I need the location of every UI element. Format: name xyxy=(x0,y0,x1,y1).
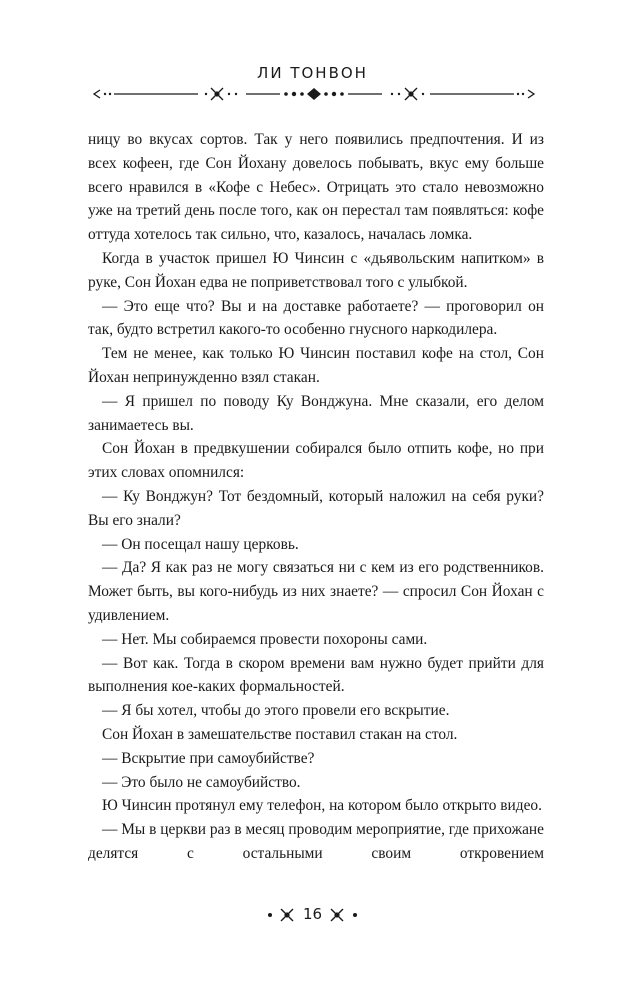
body-text xyxy=(88,128,544,866)
paragraph: Когда в участок пришел Ю Чинсин с «дьявольским напитком» в руке, Сон Йохан едва не поприветствовал того с улыбкой. xyxy=(88,249,544,291)
paragraph: — Это было не самоубийство. xyxy=(102,773,301,791)
paragraph: — Ку Вонджун? Тот бездомный, который наложил на себя руки? Вы его знали? xyxy=(88,487,544,529)
paragraph: — Я бы хотел, чтобы до этого провели его вскрытие. xyxy=(102,702,450,720)
paragraph: Сон Йохан в предвкушении собирался было отпить кофе, но при этих словах опомнился: xyxy=(88,440,544,482)
paragraph: — Он посещал нашу церковь. xyxy=(102,535,299,553)
paragraph: — Вот как. Тогда в скором времени вам нужно будет прийти для выполнения кое-каких формальностей. xyxy=(88,654,544,696)
paragraph: ницу во вкусах сортов. Так у него появились предпочтения. И из всех кофеен, где Сон Йохану довелось побывать, вкус ему больше всего нравился в «Кофе с Небес». Отрицать это стало невозможно уже на третий день после того, как он перестал там появляться: кофе оттуда хотелось так сильно, что, казалось, началась ломка. xyxy=(88,131,544,244)
header-ornament xyxy=(88,82,540,106)
paragraph: — Вскрытие при самоубийстве? xyxy=(102,749,315,767)
page-number: 16 xyxy=(302,905,323,923)
paragraph: — Мы в церкви раз в месяц проводим мероприятие, где прихожане делятся с остальными своим откровением xyxy=(88,821,544,862)
paragraph: Ю Чинсин протянул ему телефон, на котором было открыто видео. xyxy=(102,797,542,815)
paragraph: — Я пришел по поводу Ку Вонджуна. Мне сказали, его делом занимаетесь вы. xyxy=(88,392,544,434)
paragraph: — Это еще что? Вы и на доставке работаете? — проговорил он так, будто встретил какого-то особенно гнусного наркодилера. xyxy=(88,297,544,339)
running-header-title: ЛИ ТОНВОН xyxy=(257,64,368,82)
paragraph: — Нет. Мы собираемся провести похороны сами. xyxy=(102,630,428,648)
paragraph: — Да? Я как раз не могу связаться ни с кем из его родственников. Может быть, вы кого-нибудь из них знаете? — спросил Сон Йохан с удивлением. xyxy=(88,559,544,624)
paragraph: Сон Йохан в замешательстве поставил стакан на стол. xyxy=(102,725,458,743)
paragraph: Тем не менее, как только Ю Чинсин поставил кофе на стол, Сон Йохан непринужденно взял стакан. xyxy=(88,345,544,386)
